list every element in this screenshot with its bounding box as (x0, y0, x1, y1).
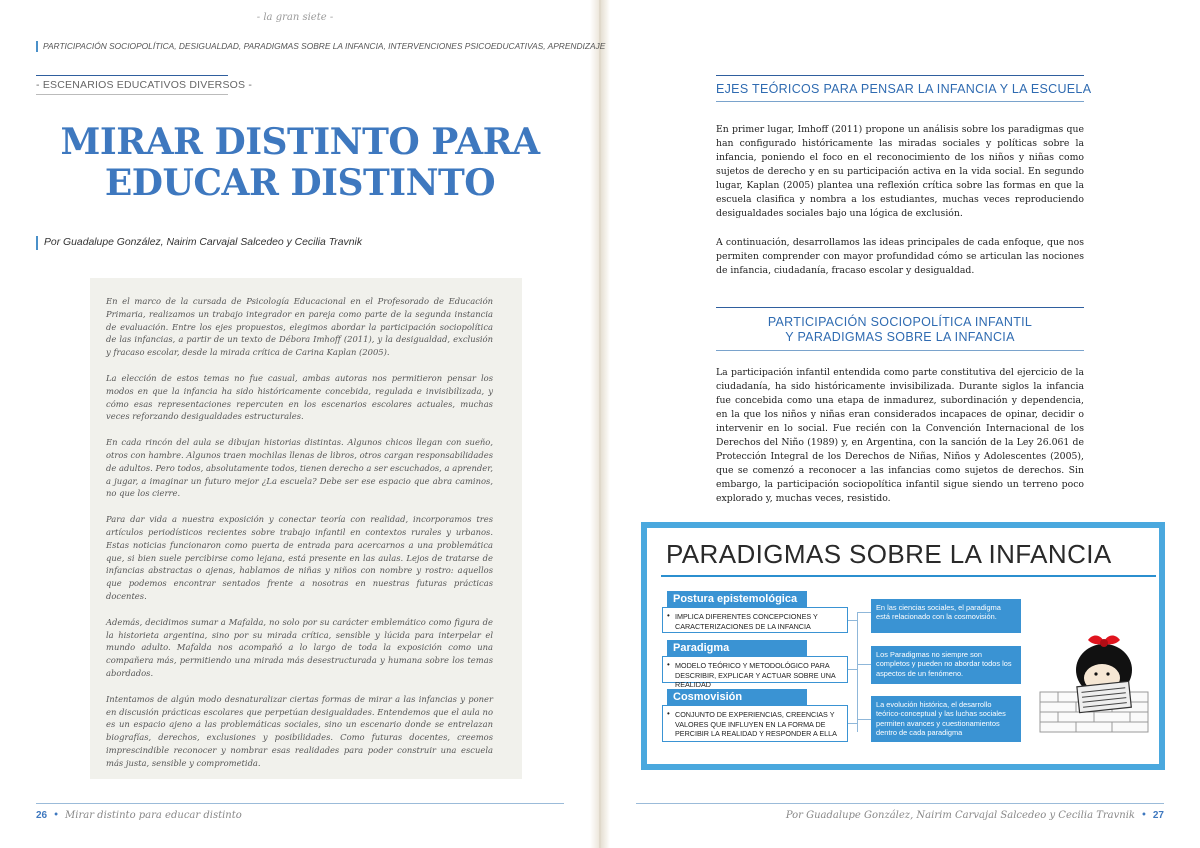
category-desc-postura: • IMPLICA DIFERENTES CONCEPCIONES Y CARACTERIZACIONES DE LA INFANCIA (662, 607, 848, 633)
article-title-line-1: MIRAR DISTINTO PARA (60, 121, 540, 163)
heading1-rule-top (716, 75, 1084, 76)
connector-vertical (857, 612, 858, 732)
intro-paragraph: Intentamos de algún modo desnaturalizar ciertas formas de mirar a las infancias y poner en discusión prácticas escolares que perpetúan desigualdades. Entendemos que el aula no es un espacio ajeno a las problemáticas sociales, sino un escenario donde se entrelazan biografías, derechos, exclusiones y posibilidades. Como futuras docentes, creemos imprescindible reconocer y nombrar esas realidades para poder construir una escuela más justa, sensible y comprometida. (106, 693, 493, 768)
page-number-right: 27 (1152, 810, 1164, 821)
running-head: - la gran siete - (256, 12, 334, 23)
keywords-line: PARTICIPACIÓN SOCIOPOLÍTICA, DESIGUALDAD, PARADIGMAS SOBRE LA INFANCIA, INTERVENCIONES PSICOEDUCATIVAS, APRENDIZAJE (36, 41, 596, 52)
infobox-title-rule (661, 575, 1156, 577)
heading-participacion (716, 315, 1084, 345)
heading2-rule-top (716, 307, 1084, 308)
category-desc-cosmovision: • CONJUNTO DE EXPERIENCIAS, CREENCIAS Y VALORES QUE INFLUYEN EN LA FORMA DE PERCIBIR LA REALIDAD Y RESPONDER A ELLA (662, 705, 848, 742)
section-label: - ESCENARIOS EDUCATIVOS DIVERSOS - (36, 79, 253, 91)
intro-paragraph: Para dar vida a nuestra exposición y conectar teoría con realidad, incorporamos tres artículos periodísticos recientes sobre trabajo infantil en contextos rurales y urbanos. Estas noticias funcionaron como puerta de entrada para acercarnos a una problemática que, si bien suele percibirse como lejana, está presente en las aulas. Lejos de tratarse de infancias abstractas o ajenas, hablamos de niñas y niños con nombre y rostro: aquellos que podemos encontrar sentados frente a nosotras en nuestras futuras prácticas docentes. (106, 514, 493, 601)
note-cosmovision: En las ciencias sociales, el paradigma está relacionado con la cosmovisión. (871, 599, 1021, 633)
footer-bullet-icon: • (53, 810, 60, 821)
category-head-postura: Postura epistemológica (667, 591, 807, 607)
category-head-cosmovision: Cosmovisión (667, 689, 807, 705)
footer-left (36, 810, 242, 821)
heading1-rule-bottom (716, 101, 1084, 102)
page-number-left: 26 (36, 810, 48, 821)
article-title (40, 122, 560, 204)
connector (857, 612, 871, 613)
connector (857, 719, 871, 720)
intro-text (106, 295, 493, 783)
connector (848, 620, 857, 621)
footer-right (786, 810, 1164, 821)
article-title-line-2: EDUCAR DISTINTO (104, 162, 496, 204)
byline: Por Guadalupe González, Nairim Carvajal Salcedeo y Cecilia Travnik (36, 236, 586, 250)
intro-paragraph: En el marco de la cursada de Psicología Educacional en el Profesorado de Educación Primaria, realizamos un trabajo integrador en pareja como parte de la segunda instancia de evaluación. Entre los ejes propuestos, elegimos abordar la participación sociopolítica de las infancias, a partir de un texto de Débora Imhoff (2011), y la desigualdad, exclusión y fracaso escolar, desde la mirada crítica de Carina Kaplan (2005). (106, 296, 493, 358)
footer-title: Mirar distinto para educar distinto (65, 810, 242, 821)
note-paradigmas-incompletos: Los Paradigmas no siempre son completos y pueden no abordar todos los aspectos de un fenómeno. (871, 646, 1021, 684)
heading-ejes-teoricos: EJES TEÓRICOS PARA PENSAR LA INFANCIA Y LA ESCUELA (716, 82, 1092, 96)
connector (857, 664, 871, 665)
footer-rule-right (636, 803, 1164, 804)
connector (848, 723, 857, 724)
section-rule-bottom (36, 94, 228, 95)
note-evolucion-historica: La evolución histórica, el desarrollo teórico-conceptual y las luchas sociales permiten avances y cuestionamientos dentro de cada paradigma (871, 696, 1021, 742)
heading-participacion-line-2: Y PARADIGMAS SOBRE LA INFANCIA (785, 330, 1015, 344)
heading2-rule-bottom (716, 350, 1084, 351)
intro-paragraph: Además, decidimos sumar a Mafalda, no solo por su carácter emblemático como figura de la historieta argentina, sino por su mirada crítica, sensible y lúcida para interpelar el mundo adulto. Mafalda nos acompañó a lo largo de toda la exposición como una compañera más, permitiendo una mirada más desestructurada y humana sobre los temas abordados. (106, 616, 493, 678)
footer-rule-left (36, 803, 564, 804)
intro-paragraph: La elección de estos temas no fue casual, ambas autoras nos permitieron pensar los modos en que la infancia ha sido históricamente concebida, regulada e invisibilizada, y cómo esas representaciones repercuten en los escenarios escolares actuales, muchas veces reforzando desigualdades estructurales. (106, 372, 493, 422)
footer-bullet-icon: • (1140, 810, 1147, 821)
intro-paragraph: En cada rincón del aula se dibujan historias distintas. Algunos chicos llegan con sueño, otros con hambre. Algunos traen mochilas llenas de libros, otros cargan responsabilidades de adultos. Pero todos, absolutamente todos, tienen derecho a ser escuchados, a aprender, a jugar, a imaginar un futuro mejor ¿La escuela? Debe ser ese espacio que abra caminos, no que los cierre. (106, 437, 493, 499)
book-spine-line (599, 0, 601, 848)
paragraph-1: En primer lugar, Imhoff (2011) propone un análisis sobre los paradigmas que han configurado históricamente las miradas sociales y políticas sobre la infancia, poniendo el foco en el reconocimiento de los niños y niñas como sujetos de derecho y en su participación activa en la vida social. En segundo lugar, Kaplan (2005) plantea una reflexión crítica sobre las formas en que la escuela clasifica y nombra a los estudiantes, muchas veces reproduciendo desigualdades sociales bajo una lógica de exclusión. (716, 124, 1084, 219)
paragraph-2: A continuación, desarrollamos las ideas principales de cada enfoque, que nos permiten comprender con mayor profundidad cómo se articulan las nociones de infancia, ciudadanía, fracaso escolar y desigualdad. (716, 237, 1084, 276)
heading-participacion-line-1: PARTICIPACIÓN SOCIOPOLÍTICA INFANTIL (767, 315, 1033, 329)
infobox-title: PARADIGMAS SOBRE LA INFANCIA (666, 539, 1112, 569)
footer-authors: Por Guadalupe González, Nairim Carvajal Salcedeo y Cecilia Travnik (785, 810, 1135, 821)
category-head-paradigma: Paradigma (667, 640, 807, 656)
category-desc-paradigma: • MODELO TEÓRICO Y METODOLÓGICO PARA DESCRIBIR, EXPLICAR Y ACTUAR SOBRE UNA REALIDAD (662, 656, 848, 683)
section-rule-top (36, 75, 228, 76)
mafalda-reading-icon (1068, 630, 1138, 714)
paragraph-3: La participación infantil entendida como parte constitutiva del ejercicio de la ciudadanía, ha sido históricamente invisibilizada. Durante siglos la infancia fue concebida como una etapa de inmadurez, subordinación y dependencia, en la que los niños y niñas eran considerados incapaces de opinar, decidir o intervenir en lo social. Fue recién con la Convención Internacional de los Derechos del Niño (1989) y, en Argentina, con la sanción de la Ley 26.061 de Protección Integral de los Derechos de Niñas, Niños y Adolescentes (2005), que se comenzó a reconocer a las infancias como sujetos de derechos. Sin embargo, la participación sociopolítica infantil sigue siendo un terreno poco explorado y, muchas veces, resistido. (716, 367, 1084, 504)
connector (848, 669, 857, 670)
